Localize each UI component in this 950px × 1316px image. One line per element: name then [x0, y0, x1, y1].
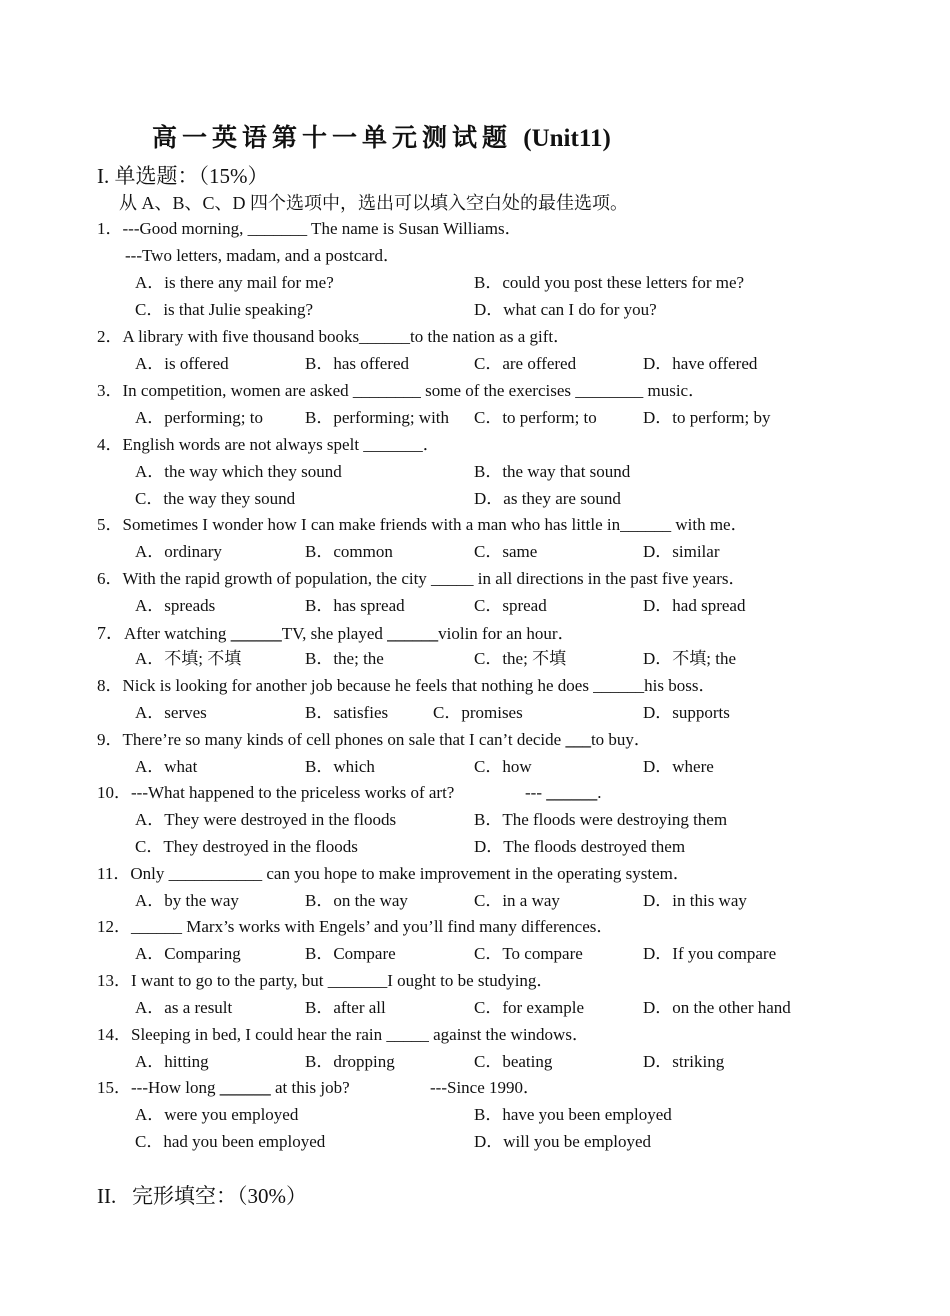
question-stem: ---What happened to the priceless works of art?: [131, 783, 455, 802]
q9-option-c[interactable]: C．how: [474, 757, 532, 776]
q7-option-b[interactable]: B．the; the: [305, 649, 384, 668]
answer-blank[interactable]: ______: [546, 783, 598, 802]
q11-option-a[interactable]: A．by the way: [135, 891, 239, 910]
q1-option-c[interactable]: C．is that Julie speaking?: [135, 300, 314, 319]
section-2-heading: II. 完形填空：（30%）: [97, 1184, 307, 1208]
question-15-reply: ---Since 1990．: [430, 1078, 541, 1097]
question-11: [97, 863, 690, 885]
question-number: 7．: [97, 623, 124, 643]
q13-option-a[interactable]: A．as a result: [135, 998, 233, 1017]
question-4: [97, 434, 440, 456]
q3-option-b[interactable]: B．performing; with: [305, 408, 450, 427]
q14-option-c[interactable]: C．beating: [474, 1052, 553, 1071]
question-15: [97, 1077, 350, 1099]
question-number: 10．: [97, 783, 131, 802]
question-stem-part: There’re so many kinds of cell phones on sale that I can’t decide: [122, 730, 566, 749]
question-stem: ______ Marx’s works with Engels’ and you’ll find many differences．: [131, 917, 614, 936]
q1-option-a[interactable]: A．is there any mail for me?: [135, 273, 334, 292]
question-8: [97, 675, 716, 697]
q9-option-b[interactable]: B．which: [305, 757, 375, 776]
q11-option-d[interactable]: D．in this way: [643, 891, 747, 910]
q3-option-a[interactable]: A．performing; to: [135, 408, 263, 427]
q7-option-a[interactable]: A．不填; 不填: [135, 649, 242, 668]
q8-option-a[interactable]: A．serves: [135, 703, 207, 722]
section-1-instruction: 从 A、B、C、D 四个选项中，选出可以填入空白处的最佳选项。: [119, 193, 629, 213]
question-stem: Nick is looking for another job because he feels that nothing he does ______his boss．: [122, 676, 716, 695]
q12-option-a[interactable]: A．Comparing: [135, 944, 241, 963]
question-stem: A library with five thousand books______to the nation as a gift．: [122, 327, 571, 346]
q15-option-b[interactable]: B．have you been employed: [474, 1105, 672, 1124]
question-stem: ---Good morning, _______ The name is Susan Williams．: [122, 219, 522, 238]
question-number: 12．: [97, 917, 131, 936]
question-9: [97, 729, 651, 751]
q6-option-b[interactable]: B．has spread: [305, 596, 405, 615]
q1-option-d[interactable]: D．what can I do for you?: [474, 300, 657, 319]
q14-option-d[interactable]: D．striking: [643, 1052, 725, 1071]
q12-option-b[interactable]: B．Compare: [305, 944, 396, 963]
question-stem: Sometimes I wonder how I can make friends with a man who has little in______ with me．: [122, 515, 748, 534]
question-number: 3．: [97, 381, 123, 400]
question-stem: English words are not always spelt _______．: [122, 435, 440, 454]
q6-option-c[interactable]: C．spread: [474, 596, 547, 615]
question-number: 15．: [97, 1078, 131, 1097]
q14-option-a[interactable]: A．hitting: [135, 1052, 209, 1071]
reply-dash: ---: [525, 783, 547, 802]
question-stem: In competition, women are asked ________ some of the exercises ________ music．: [122, 381, 706, 400]
q7-option-c[interactable]: C．the; 不填: [474, 649, 567, 668]
q2-option-c[interactable]: C．are offered: [474, 354, 577, 373]
q6-option-d[interactable]: D．had spread: [643, 596, 746, 615]
title-unit: (Unit11): [523, 125, 611, 152]
q10-option-d[interactable]: D．The floods destroyed them: [474, 837, 686, 856]
q10-option-b[interactable]: B．The floods were destroying them: [474, 810, 728, 829]
question-number: 11．: [97, 864, 131, 883]
question-stem-part: TV, she played: [281, 624, 388, 643]
q8-option-b[interactable]: B．satisfies: [305, 703, 389, 722]
q4-option-d[interactable]: D．as they are sound: [474, 489, 621, 508]
q15-option-d[interactable]: D．will you be employed: [474, 1132, 652, 1151]
q12-option-d[interactable]: D．If you compare: [643, 944, 777, 963]
q15-option-c[interactable]: C．had you been employed: [135, 1132, 326, 1151]
question-stem-part: ---How long: [131, 1078, 220, 1097]
question-stem-part: at this job?: [270, 1078, 350, 1097]
question-10-reply: [525, 782, 601, 804]
question-number: 5．: [97, 515, 123, 534]
question-number: 8．: [97, 676, 123, 695]
question-number: 9．: [97, 730, 123, 749]
question-7: [97, 622, 575, 645]
question-5: [97, 514, 748, 536]
q8-option-c[interactable]: C．promises: [433, 703, 523, 722]
q9-option-a[interactable]: A．what: [135, 757, 198, 776]
question-stem-part: After watching: [124, 624, 231, 643]
question-number: 1．: [97, 219, 123, 238]
q4-option-a[interactable]: A．the way which they sound: [135, 462, 342, 481]
q2-option-b[interactable]: B．has offered: [305, 354, 410, 373]
q3-option-c[interactable]: C．to perform; to: [474, 408, 597, 427]
question-stem: Only ___________ can you hope to make improvement in the operating system．: [130, 864, 690, 883]
q5-option-b[interactable]: B．common: [305, 542, 393, 561]
question-stem: Sleeping in bed, I could hear the rain _____ against the windows．: [131, 1025, 589, 1044]
q4-option-b[interactable]: B．the way that sound: [474, 462, 631, 481]
question-2: [97, 326, 570, 348]
q8-option-d[interactable]: D．supports: [643, 703, 730, 722]
q2-option-d[interactable]: D．have offered: [643, 354, 758, 373]
q13-option-c[interactable]: C．for example: [474, 998, 584, 1017]
title-chinese: 高一英语第十一单元测试题: [152, 125, 513, 152]
q12-option-c[interactable]: C．To compare: [474, 944, 583, 963]
question-number: 4．: [97, 435, 123, 454]
question-10: [97, 782, 454, 804]
q1-option-b[interactable]: B．could you post these letters for me?: [474, 273, 745, 292]
question-stem-part: to buy．: [590, 730, 651, 749]
q3-option-d[interactable]: D．to perform; by: [643, 408, 771, 427]
answer-blank[interactable]: ______: [230, 624, 282, 643]
question-3: [97, 380, 705, 402]
reply-end: .: [597, 783, 602, 802]
question-1-reply: ---Two letters, madam, and a postcard．: [125, 246, 400, 265]
q10-option-a[interactable]: A．They were destroyed in the floods: [135, 810, 397, 829]
question-number: 14．: [97, 1025, 131, 1044]
question-12: [97, 916, 613, 938]
q14-option-b[interactable]: B．dropping: [305, 1052, 395, 1071]
question-6: [97, 568, 745, 590]
question-number: 2．: [97, 327, 123, 346]
q13-option-b[interactable]: B．after all: [305, 998, 386, 1017]
q6-option-a[interactable]: A．spreads: [135, 596, 216, 615]
q2-option-a[interactable]: A．is offered: [135, 354, 229, 373]
q11-option-b[interactable]: B．on the way: [305, 891, 408, 910]
question-13: [97, 970, 553, 992]
answer-blank[interactable]: ______: [387, 624, 439, 643]
answer-blank[interactable]: ______: [219, 1078, 271, 1097]
question-1: [97, 218, 522, 240]
q5-option-c[interactable]: C．same: [474, 542, 538, 561]
q9-option-d[interactable]: D．where: [643, 757, 714, 776]
q5-option-a[interactable]: A．ordinary: [135, 542, 222, 561]
q11-option-c[interactable]: C．in a way: [474, 891, 560, 910]
page-title: [152, 118, 611, 154]
question-stem: I want to go to the party, but _______I ought to be studying．: [131, 971, 554, 990]
q15-option-a[interactable]: A．were you employed: [135, 1105, 299, 1124]
question-stem-part: violin for an hour．: [438, 624, 575, 643]
q7-option-d[interactable]: D．不填; the: [643, 649, 737, 668]
q4-option-c[interactable]: C．the way they sound: [135, 489, 296, 508]
q5-option-d[interactable]: D．similar: [643, 542, 720, 561]
q13-option-d[interactable]: D．on the other hand: [643, 998, 791, 1017]
question-number: 13．: [97, 971, 131, 990]
question-14: [97, 1024, 589, 1046]
question-stem: With the rapid growth of population, the city _____ in all directions in the past five years．: [122, 569, 746, 588]
question-number: 6．: [97, 569, 123, 588]
section-1-heading: I. 单选题：（15%）: [97, 164, 269, 188]
q10-option-c[interactable]: C．They destroyed in the floods: [135, 837, 358, 856]
answer-blank[interactable]: ___: [565, 730, 591, 749]
